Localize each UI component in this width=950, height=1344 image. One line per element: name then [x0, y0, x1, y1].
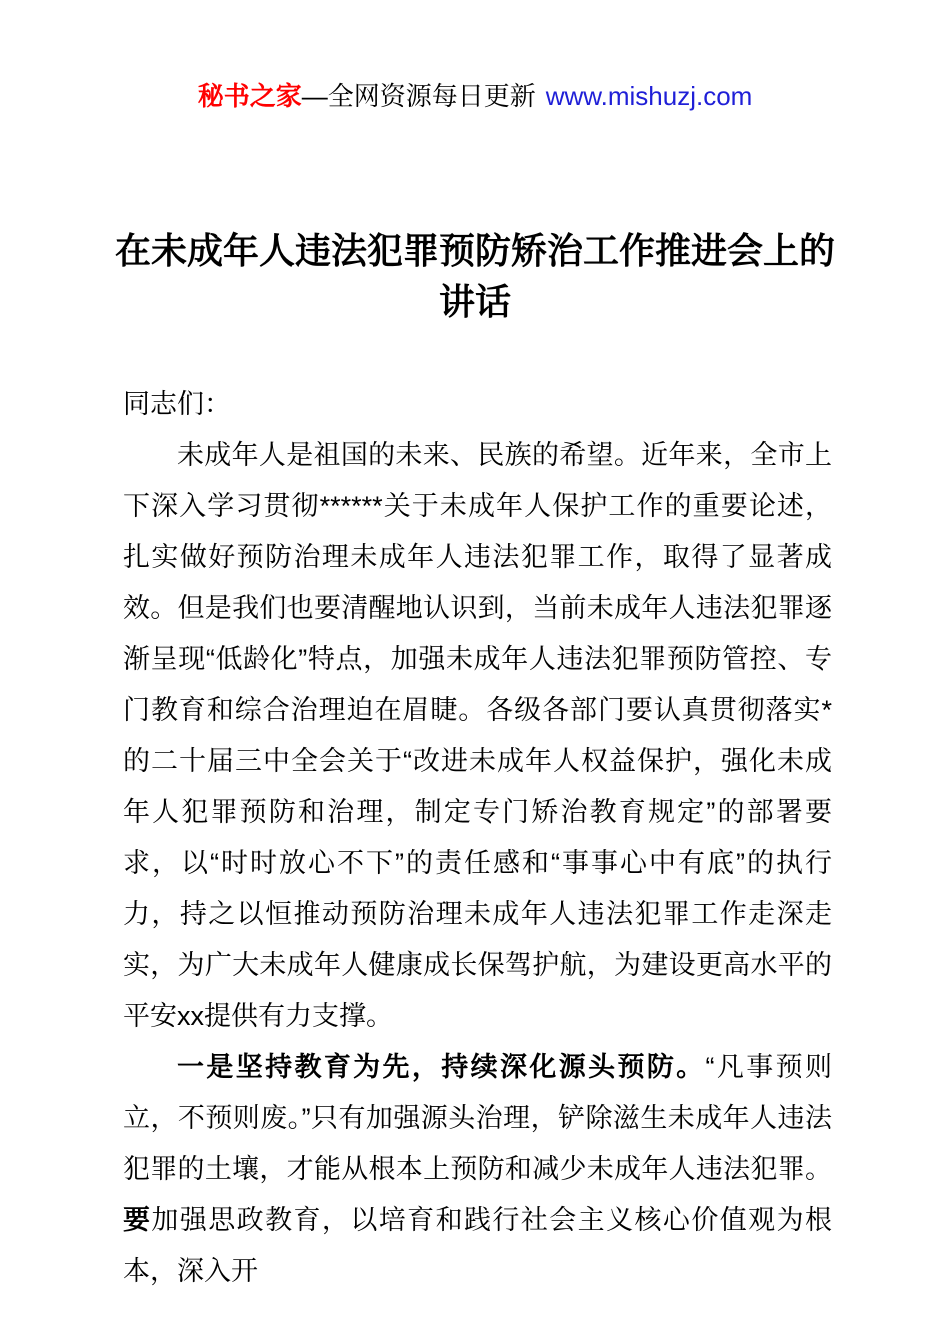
bold-text-segment: 一是坚持教育为先，持续深化源头预防。	[177, 1052, 706, 1082]
site-url-link[interactable]: www.mishuzj.com	[545, 81, 753, 111]
site-tagline: 全网资源每日更新	[327, 81, 536, 111]
paragraph	[123, 1042, 832, 1297]
document-title: 在未成年人违法犯罪预防矫治工作推进会上的讲话	[114, 230, 835, 322]
document-body	[123, 379, 832, 1297]
paragraph	[123, 430, 832, 1042]
text-segment: 未成年人是祖国的未来、民族的希望。近年来，全市上下深入学习贯彻******关于未成年人保护工作的重要论述，扎实做好预防治理未成年人违法犯罪工作，取得了显著成效。但是我们也要清醒地认识到，当前未成年人违法犯罪逐渐呈现“低龄化”特点，加强未成年人违法犯罪预防管控、专门教育和综合治理迫在眉睫。各级各部门要认真贯彻落实*的二十届三中全会关于“改进未成年人权益保护，强化未成年人犯罪预防和治理，制定专门矫治教育规定”的部署要求，以“时时放心不下”的责任感和“事事心中有底”的执行力，持之以恒推动预防治理未成年人违法犯罪工作走深走实，为广大未成年人健康成长保驾护航，为建设更高水平的平安xx提供有力支撑。	[123, 440, 832, 1031]
text-segment: “凡事预则立，不预则废。”只有加强源头治理，铲除滋生未成年人违法犯罪的土壤，才能从根本上预防和减少未成年人违法犯罪。	[123, 1052, 832, 1184]
banner-dash-separator: —	[301, 81, 328, 111]
text-segment: 加强思政教育，以培育和践行社会主义核心价值观为根本，深入开	[123, 1205, 833, 1286]
site-name: 秘书之家	[197, 81, 302, 111]
bold-text-segment: 要	[123, 1205, 152, 1235]
salutation: 同志们：	[123, 389, 231, 419]
site-banner	[0, 0, 950, 112]
